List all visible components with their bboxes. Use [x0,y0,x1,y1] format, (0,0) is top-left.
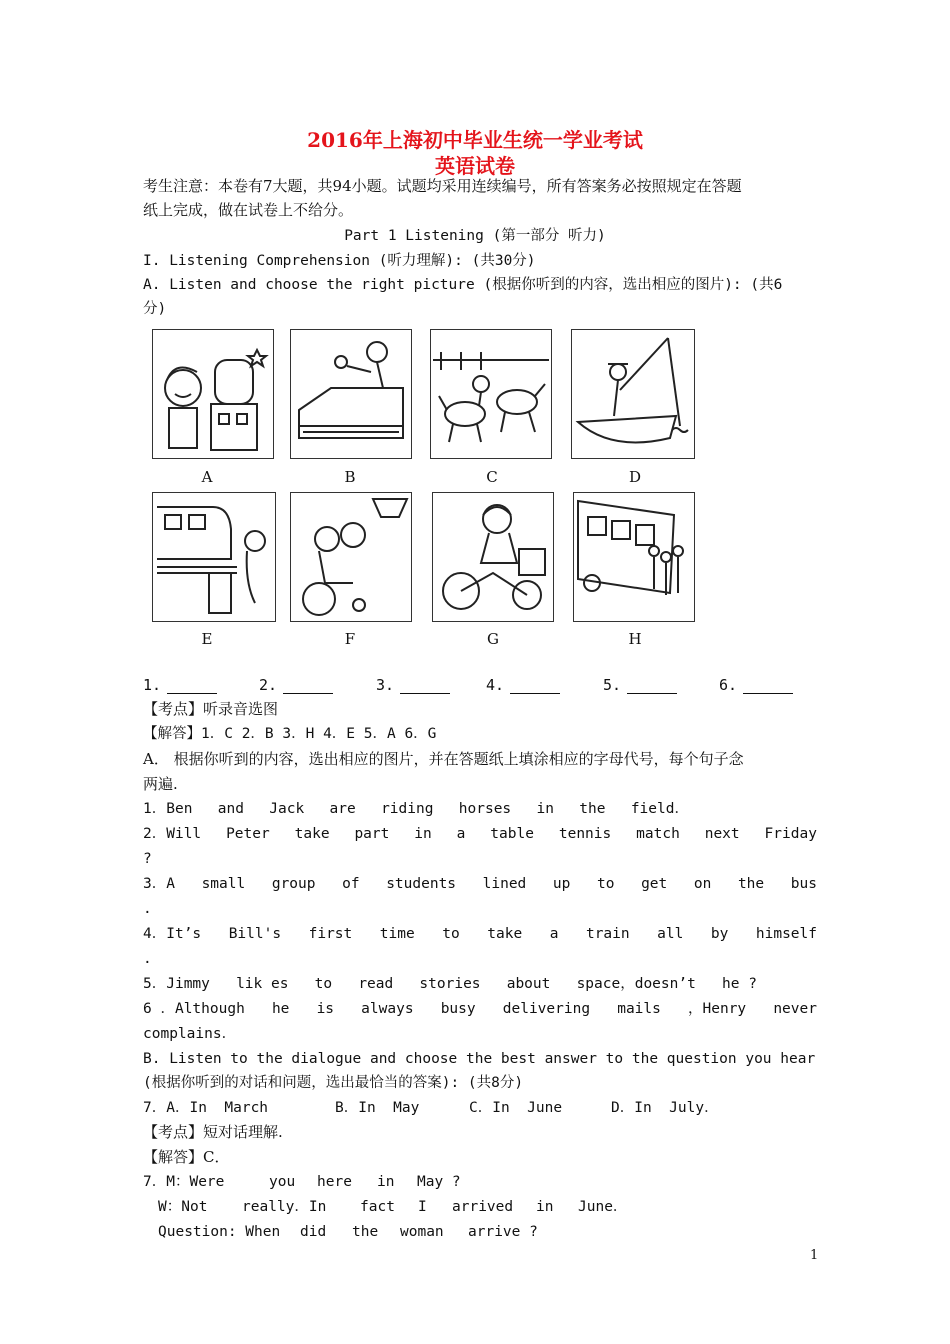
horse-riding-picture [430,329,552,459]
sectionB-intro-line-1: B. Listen to the dialogue and choose the best answer to the question you hear [143,1051,816,1067]
answer-blank-5[interactable]: 5. [603,676,677,694]
sectionA-intro-line-1: A. Listen and choose the right picture (根据你听到的内容，选出相应的图片): (共6 [143,277,783,293]
sentence-1: 1．Ben and Jack are riding horses in the field． [143,801,689,817]
explain-a-line-1: A． 根据你听到的内容，选出相应的图片，并在答题纸上填涂相应的字母代号，每个句子念 [143,750,744,768]
exam-page: 2016年上海初中毕业生统一学业考试 英语试卷 考生注意：本卷有7大题，共94小题。试题均采用连续编号，所有答案务必按照规定在答题 纸上完成，做在试卷上不给分。 Part 1 Listening (第一部分 听力) I. Listening Comprehension (听力理解): (共30分) A. Listen and choose the right picture (根据你听到的内容，选出相应的图片): (共6 分) A B C D E F G H 1. 2. 3. 4. 5. 6. 【考点】听录音选图 【解答】1．C 2．B 3．H 4．E 5．A 6．G A． 根据你听到的内容，选出相应的图片，并在答题纸上填涂相应的字母代号，每个句子念 两遍. 1．Ben and Jack are riding horses in the field． 2．Will Peter take part in a table tennis match next Friday ? 3．A small group of students lined up to get on the bus . 4．It’s Bill's first time to take a train all by himself . 5．Jimmy lik es to read stories about space，doesn’t he ? 6 ．Although he is always busy delivering mails ，Henry never complains． B. Listen to the dialogue and choose the best answer to the question you hear (根据你听到的对话和问题，选出最恰当的答案): (共8分) 7．A．In March B．In May C．In June D．In July． 【考点】短对话理解. 【解答】C． 7．M：Were you here in May ? W：Not really．In fact I arrived in June． Question: When did the woman arrive ? 1 [0,0,950,1344]
kid-and-astronaut-picture [152,329,274,459]
page-number: 1 [810,1248,819,1263]
sentence-6: 6 ．Although he is always busy delivering mails ，Henry never [143,1001,817,1017]
sentence-4: 4．It’s Bill's first time to take a train all by himself [143,926,817,942]
answer-blank-3[interactable]: 3. [376,676,450,694]
part1-heading: Part 1 Listening (第一部分 听力) [344,228,606,244]
sentence-4-end: . [143,951,152,967]
bus-queue-picture [573,492,695,622]
fishing-boat-picture [571,329,695,459]
sentence-3: 3．A small group of students lined up to get on the bus [143,876,817,892]
picture-label-a: A [201,468,213,486]
jieda-1: 【解答】1．C 2．B 3．H 4．E 5．A 6．G [143,726,437,742]
section1-heading: I. Listening Comprehension (听力理解): (共30分) [143,253,536,269]
option-c[interactable]: C．In June [469,1100,563,1116]
picture-label-e: E [201,630,213,648]
notice-line-2: 纸上完成，做在试卷上不给分。 [143,201,354,219]
sentence-3-end: . [143,901,152,917]
answer-blank-2[interactable]: 2. [259,676,333,694]
sentence-2: 2．Will Peter take part in a table tennis match next Friday [143,826,817,842]
sentence-5: 5．Jimmy lik es to read stories about space，doesn’t he ? [143,976,757,992]
exam-title: 2016年上海初中毕业生统一学业考试 [307,128,643,152]
motorcycle-delivery-picture [432,492,554,622]
sentence-2-end: ? [143,851,152,867]
table-tennis-picture [290,329,412,459]
sectionA-intro-line-2: 分) [143,301,167,317]
option-d[interactable]: D．In July． [611,1100,719,1116]
picture-label-b: B [344,468,356,486]
answer-blank-1[interactable]: 1. [143,676,217,694]
picture-label-c: C [486,468,498,486]
jieda-2: 【解答】C． [143,1148,230,1166]
kaodian-1: 【考点】听录音选图 [143,700,279,718]
sectionB-intro-line-2: (根据你听到的对话和问题，选出最恰当的答案): (共8分) [143,1075,524,1091]
answer-blank-4[interactable]: 4. [486,676,560,694]
picture-label-f: F [344,630,356,648]
option-a[interactable]: 7．A．In March [143,1100,269,1116]
exam-subtitle: 英语试卷 [435,154,515,178]
picture-label-d: D [628,468,642,486]
option-b[interactable]: B．In May [335,1100,420,1116]
train-picture [152,492,276,622]
picture-label-h: H [628,630,642,648]
sentence-6-end: complains． [143,1026,237,1042]
notice-line-1: 考生注意：本卷有7大题，共94小题。试题均采用连续编号，所有答案务必按照规定在答题 [143,177,742,195]
explain-a-line-2: 两遍. [143,775,178,793]
answer-blank-6[interactable]: 6. [719,676,793,694]
wheelchair-basketball-picture [290,492,412,622]
kaodian-2: 【考点】短对话理解. [143,1123,283,1141]
picture-label-g: G [487,630,499,648]
